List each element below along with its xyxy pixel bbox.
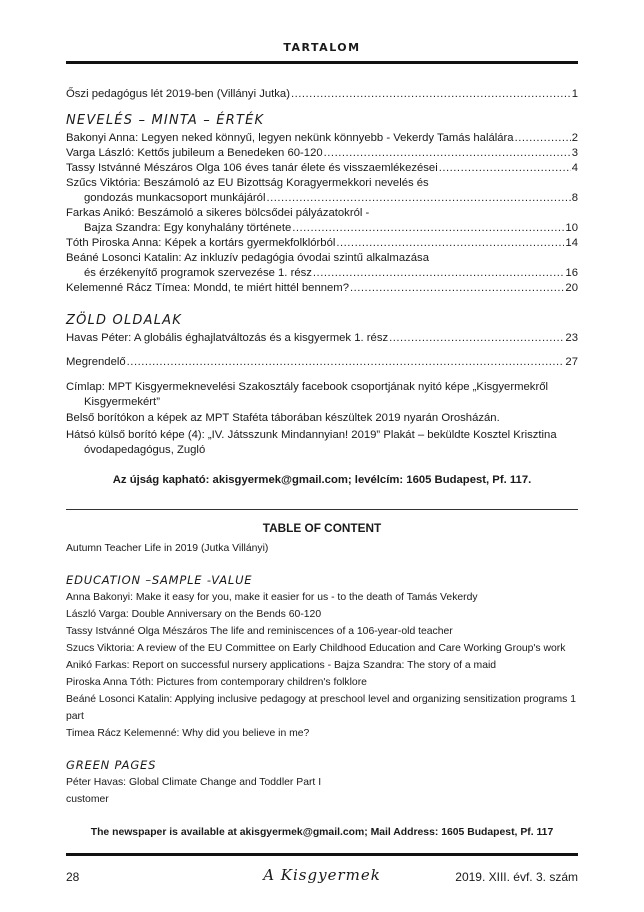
en-toc-entry: Autumn Teacher Life in 2019 (Jutka Villányi) (66, 543, 269, 554)
toc-entry: Tóth Piroska Anna: Képek a kortárs gyermekfolklórból ..... 14 (66, 236, 578, 251)
cover-note: Belső borítókon a képek az MPT Staféta táborában készültek 2019 nyarán Orosházán. (66, 412, 500, 424)
toc-entry: Beáné Losonci Katalin: Az inkluzív pedagógia óvodai szintű alkalmazása (66, 252, 429, 264)
toc-entry-continued: gondozás munkacsoport munkájáról ..... 8 (66, 191, 578, 206)
en-toc-entry: Timea Rácz Kelemenné: Why did you believe in me? (66, 728, 310, 739)
toc-entry: Bakonyi Anna: Legyen neked könnyű, legyen nekünk könnyebb - Vekerdy Tamás halálára ..... 2 (66, 131, 578, 146)
toc-entry-continued: Bajza Szandra: Egy konyhalány története ..... 10 (66, 221, 578, 236)
toc-entry: Szűcs Viktória: Beszámoló az EU Bizottság Koragyermekkori nevelés és (66, 177, 429, 189)
en-toc-entry: Péter Havas: Global Climate Change and Toddler Part I (66, 777, 322, 788)
toc-entry: Farkas Anikó: Beszámoló a sikeres bölcsődei pályázatokról - (66, 207, 370, 219)
toc-entry: Kelemenné Rácz Tímea: Mondd, te miért hittél bennem? ..... 20 (66, 281, 578, 296)
section-heading: ZÖLD OLDALAK (66, 313, 182, 328)
cover-note: Hátsó külső borító képe (4): „IV. Játsszunk Mindannyian! 2019” Plakát – beküldte Kosztel Krisztina óvodapedagógus, Zugló (66, 429, 557, 456)
toc-entry: Tassy Istvánné Mészáros Olga 106 éves tanár élete és visszaemlékezései ..... 4 (66, 161, 578, 176)
en-section-heading: GREEN PAGES (66, 758, 157, 772)
toc-entry: Megrendelő ..... 27 (66, 355, 578, 370)
en-toc-entry: customer (66, 794, 109, 805)
en-toc-entry: Szucs Viktoria: A review of the EU Committee on Early Childhood Education and Care Working Group's work (66, 643, 566, 654)
issue-info: 2019. XIII. évf. 3. szám (455, 870, 578, 884)
section-divider (66, 509, 578, 510)
toc-entry-continued: és érzékenyítő programok szervezése 1. rész ..... 16 (66, 266, 578, 281)
en-availability-note: The newspaper is available at akisgyermek@gmail.com; Mail Address: 1605 Budapest, Pf. 117 (90, 827, 554, 838)
en-section-heading: EDUCATION –SAMPLE -VALUE (66, 573, 253, 587)
footer-rule (66, 853, 578, 856)
en-toc-entry: Beáné Losonci Katalin: Applying inclusive pedagogy at preschool level and organizing sensitization programs 1 (66, 694, 577, 705)
cover-note: Címlap: MPT Kisgyermeknevelési Szakosztály facebook csoportjának nyitó képe „Kisgyermekről Kisgyermekért” (66, 381, 548, 408)
en-toc-entry: Anna Bakonyi: Make it easy for you, make it easier for us - to the death of Tamás Vekerdy (66, 592, 478, 603)
journal-name: A Kisgyermek (263, 866, 381, 884)
english-title: TABLE OF CONTENT (262, 521, 382, 535)
en-toc-entry: Tassy Istvánné Olga Mészáros The life and reminiscences of a 106-year-old teacher (66, 626, 453, 637)
toc-entry: Varga László: Kettős jubileum a Benedeken 60-120 ..... 3 (66, 146, 578, 161)
page-number: 28 (66, 870, 80, 884)
availability-note: Az újság kapható: akisgyermek@gmail.com; levélcím: 1605 Budapest, Pf. 117. (112, 474, 532, 486)
en-toc-entry: Piroska Anna Tóth: Pictures from contemporary children's folklore (66, 677, 367, 688)
page-title: TARTALOM (283, 41, 361, 54)
toc-entry: Őszi pedagógus lét 2019-ben (Villányi Jutka) ..... 1 (66, 87, 578, 102)
en-toc-entry: part (66, 711, 84, 722)
section-heading: NEVELÉS – MINTA – ÉRTÉK (66, 113, 265, 128)
toc-entry: Havas Péter: A globális éghajlatváltozás és a kisgyermek 1. rész ..... 23 (66, 331, 578, 346)
en-toc-entry: László Varga: Double Anniversary on the Bends 60-120 (66, 609, 322, 620)
header-rule (66, 61, 578, 64)
en-toc-entry: Anikó Farkas: Report on successful nursery applications - Bajza Szandra: The story of a maid (66, 660, 497, 671)
